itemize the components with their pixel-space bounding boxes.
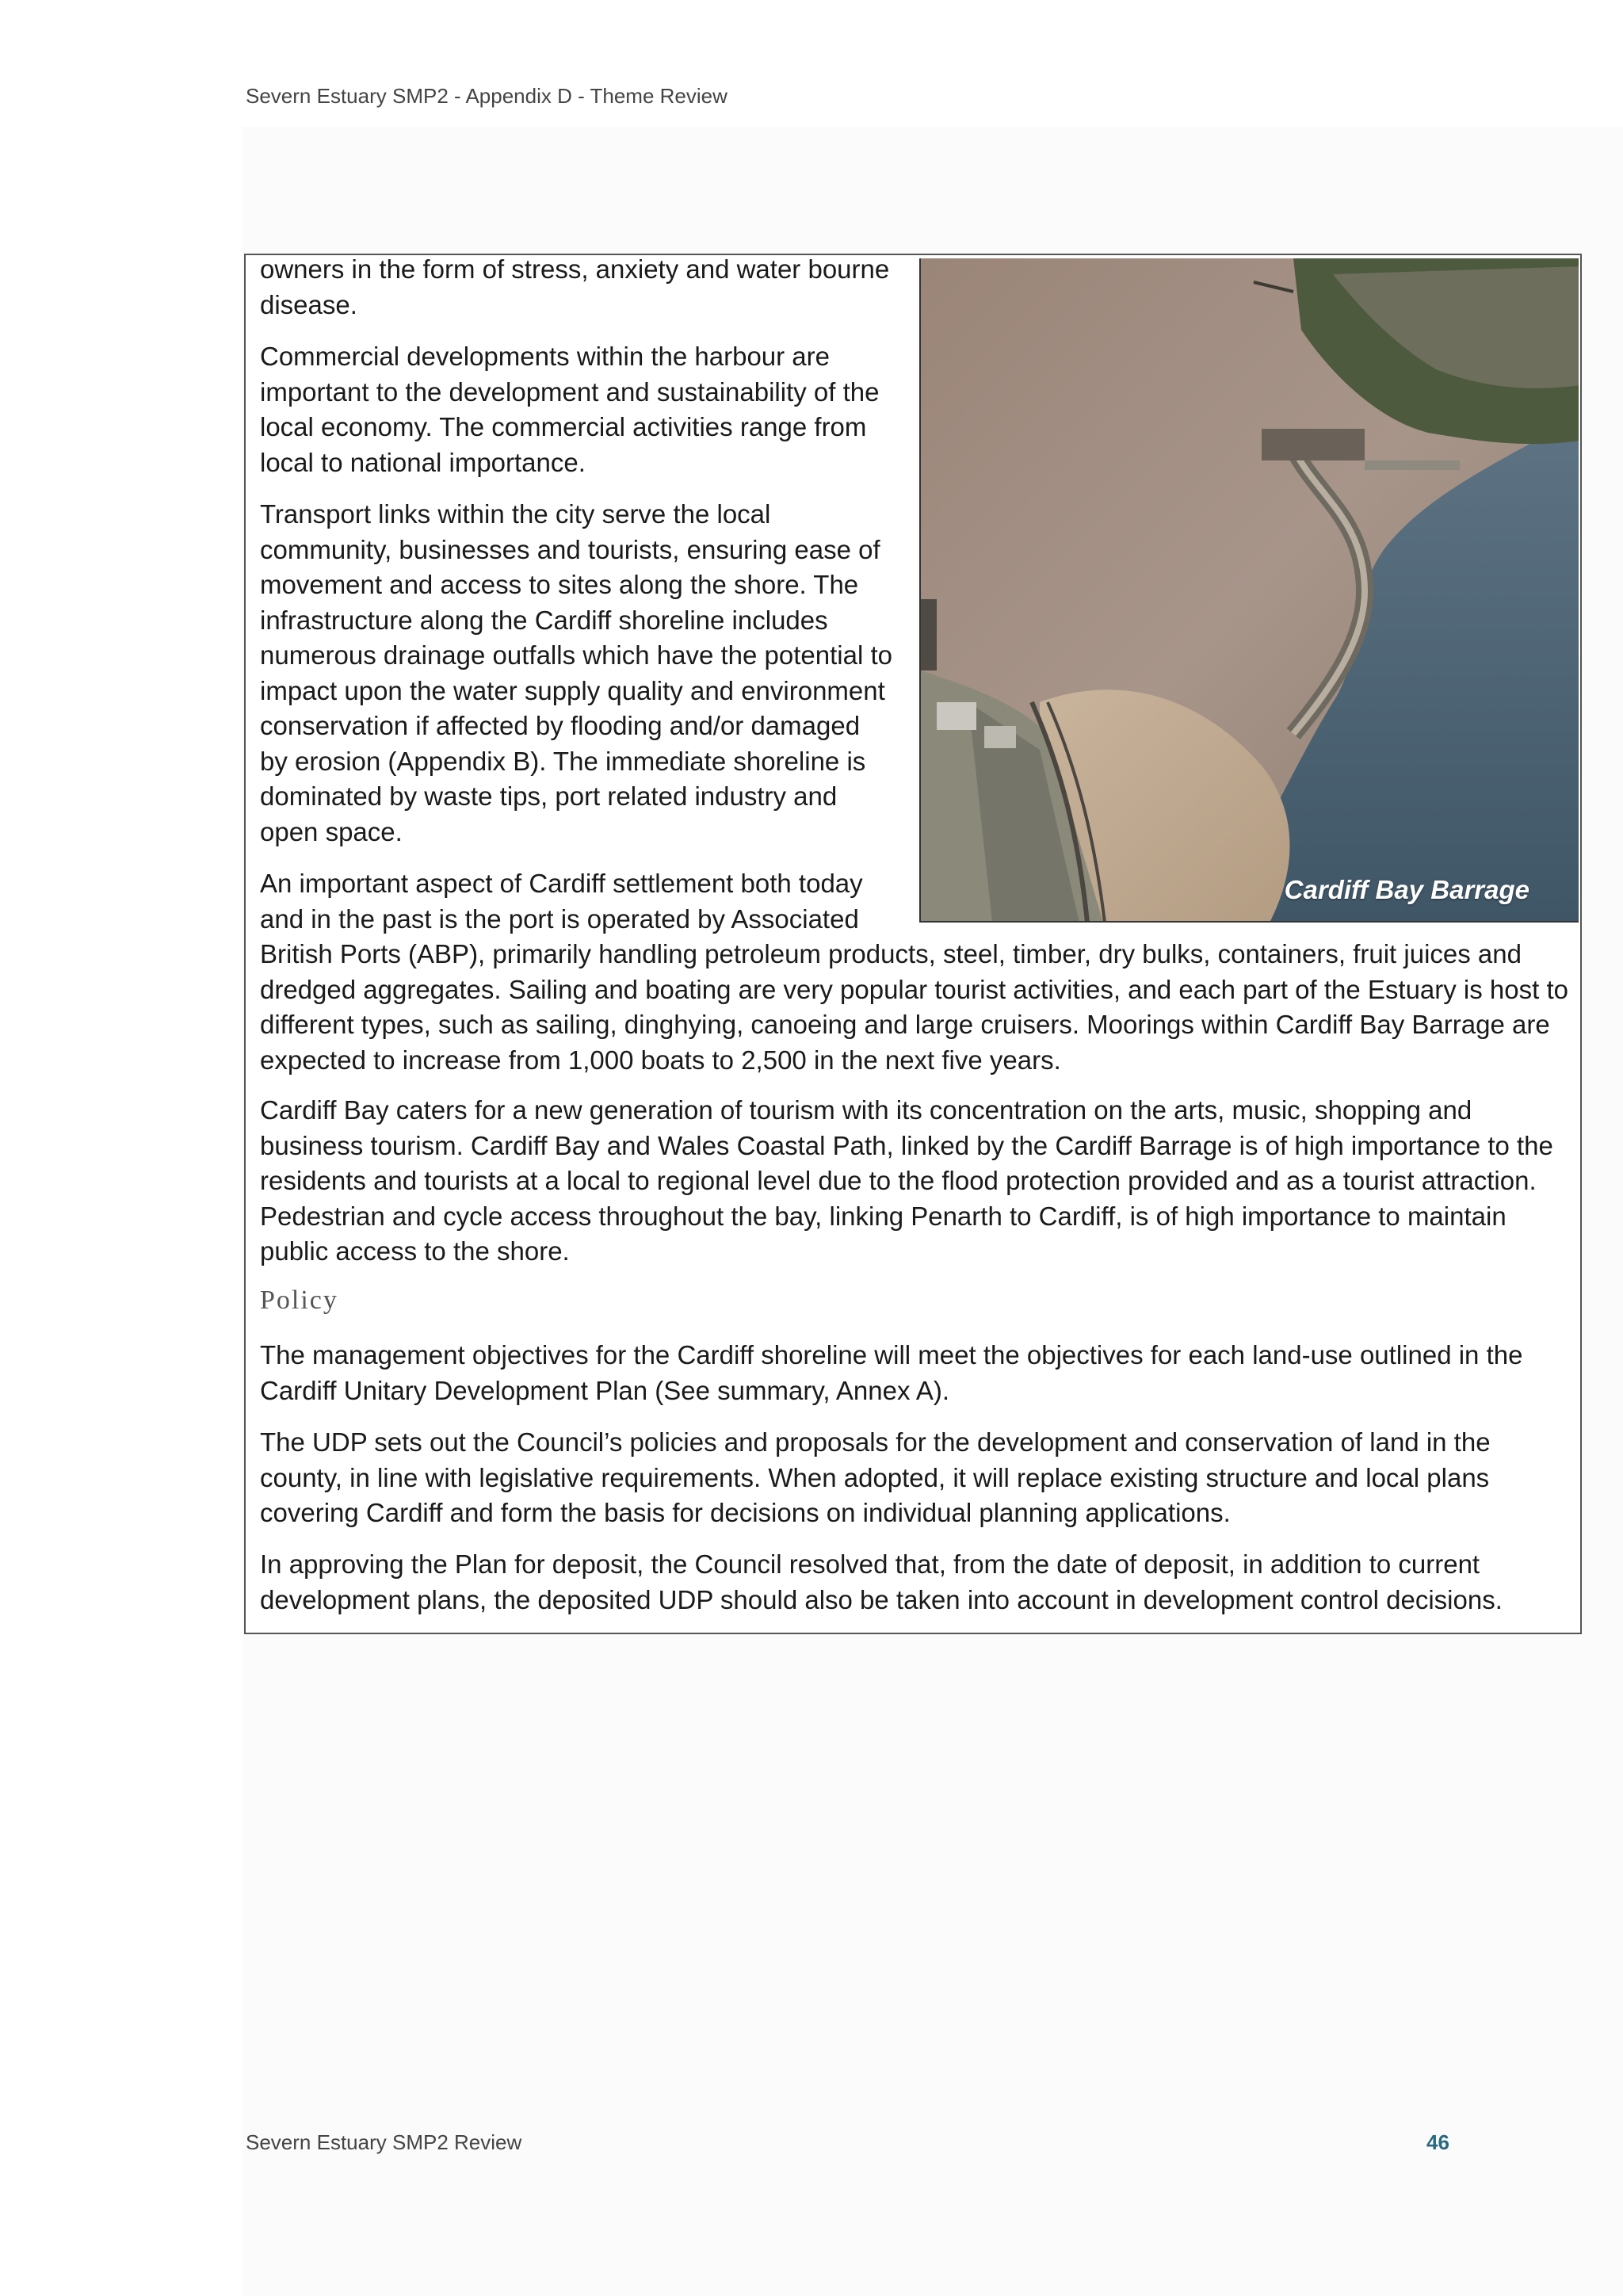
paragraph-3: Transport links within the city serve the local community, businesses and tourists, ensuring ease of movement and access to sites along the shore. The infrastructure along the Cardiff shoreline includes numerous drainage outfalls which have the potential to impact upon the water supply quality and environment conservation if affected by flooding and/or damaged by erosion (Appendix B). The immediate shoreline is dominated by waste tips, port related industry and open space.: [260, 499, 893, 846]
aerial-photo: [921, 258, 1579, 923]
running-header: Severn Estuary SMP2 - Appendix D - Theme Review: [246, 84, 727, 108]
paragraph-8: In approving the Plan for deposit, the Council resolved that, from the date of deposit, in addition to current development plans, the deposited UDP should also be taken into account in development control decisions.: [260, 1549, 1503, 1614]
paragraph-5: Cardiff Bay caters for a new generation of tourism with its concentration on the arts, music, shopping and business tourism. Cardiff Bay and Wales Coastal Path, linked by the Cardiff Barrage is of high importance to the residents and tourists at a local to regional level due to the flood protection provided and as a tourist attraction. Pedestrian and cycle access throughout the bay, linking Penarth to Cardiff, is of high importance to maintain public access to the shore.: [260, 1095, 1553, 1266]
figure-photo: [919, 258, 1579, 923]
section-heading-policy: Policy: [260, 1286, 338, 1315]
paragraph-1: owners in the form of stress, anxiety and water bourne disease.: [260, 254, 890, 319]
paragraph-7: The UDP sets out the Council’s policies and proposals for the development and conservation of land in the county, in line with legislative requirements. When adopted, it will replace existing structure and local plans covering Cardiff and form the basis for decisions on individual planning applications.: [260, 1427, 1491, 1527]
paragraph-4-start: An important aspect of Cardiff settlement both today and in the past is the port is operated by Associated: [260, 869, 863, 934]
paragraph-6: The management objectives for the Cardiff shoreline will meet the objectives for each land-use outlined in the Cardiff Unitary Development Plan (See summary, Annex A).: [260, 1340, 1523, 1405]
figure-caption: Cardiff Bay Barrage: [1284, 875, 1529, 904]
running-footer: Severn Estuary SMP2 Review: [246, 2130, 522, 2154]
paragraph-4-continued: British Ports (ABP), primarily handling petroleum products, steel, timber, dry bulks, containers, fruit juices and dredged aggregates. Sailing and boating are very popular tourist activities, and each part of the Estuary is host to different types, such as sailing, dinghying, canoeing and large cruisers. Moorings within Cardiff Bay Barrage are expected to increase from 1,000 boats to 2,500 in the next five years.: [260, 939, 1568, 1075]
paragraph-2: Commercial developments within the harbour are important to the development and sustainability of the local economy. The commercial activities range from local to national importance.: [260, 342, 880, 477]
page-number: 46: [1426, 2130, 1449, 2154]
